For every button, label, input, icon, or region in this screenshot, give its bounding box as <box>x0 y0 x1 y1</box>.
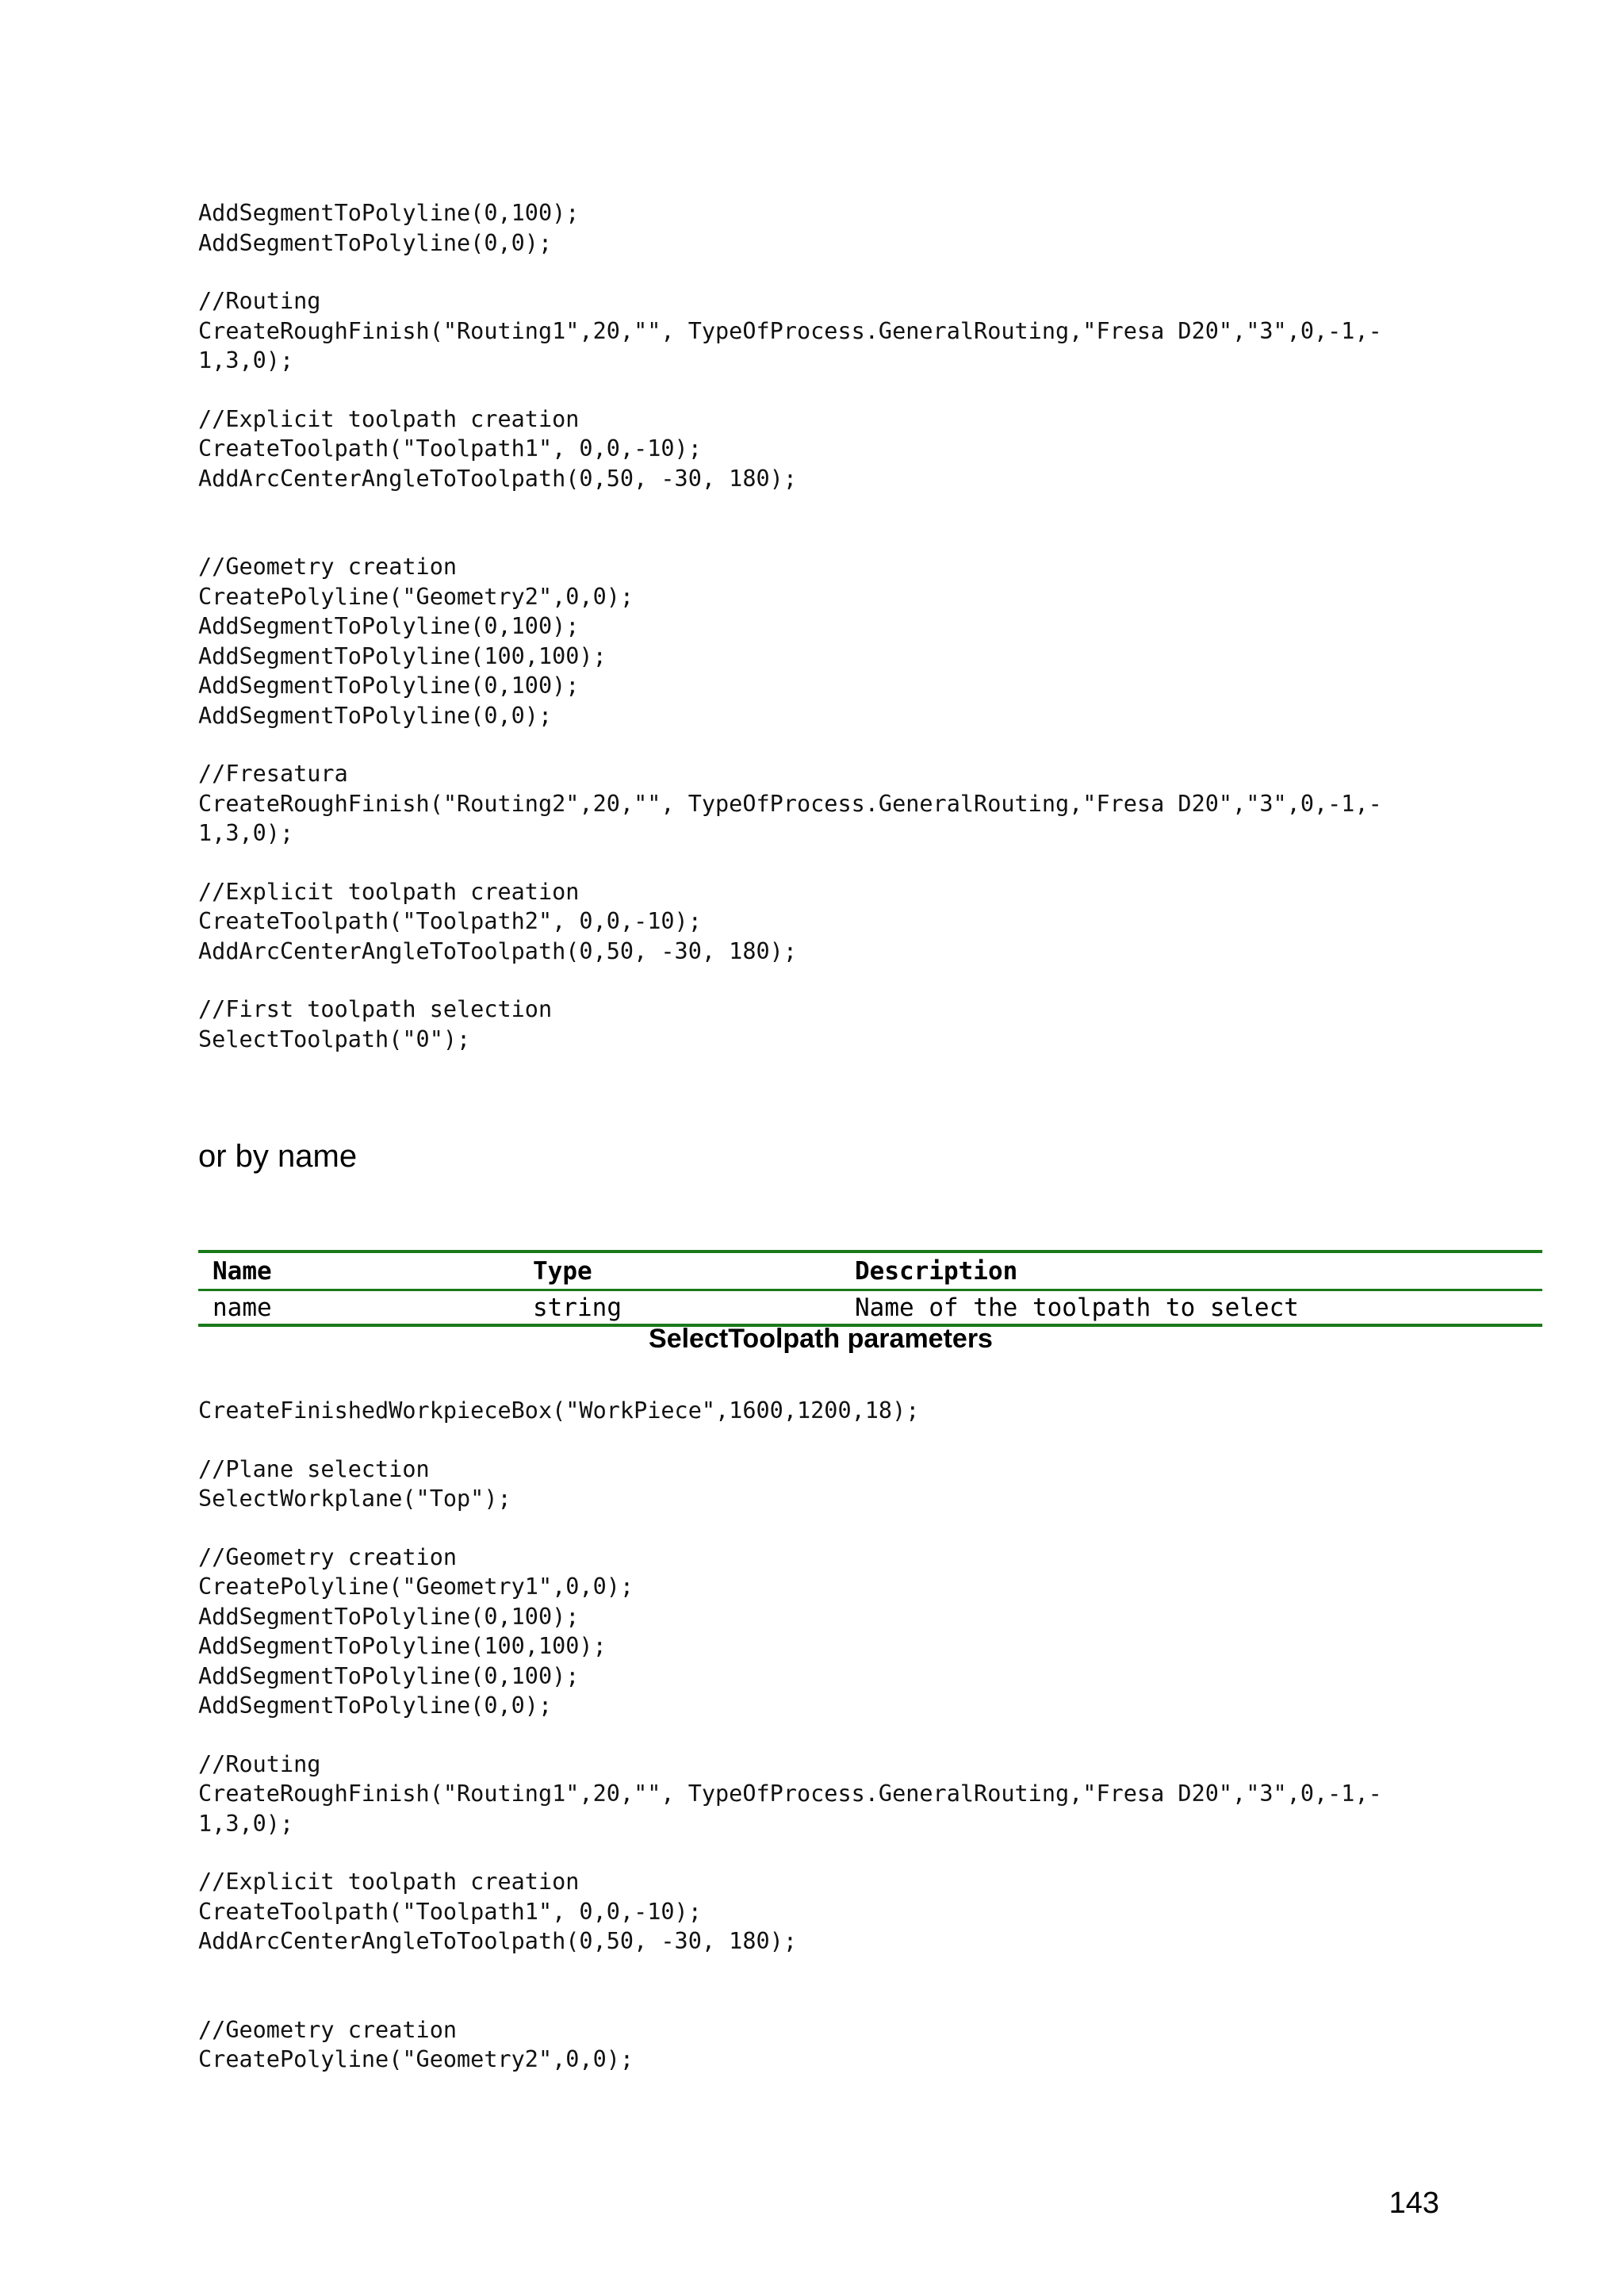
code-line: CreatePolyline("Geometry1",0,0); <box>198 1573 634 1600</box>
code-line: CreateToolpath("Toolpath2", 0,0,-10); <box>198 908 702 934</box>
page-number: 143 <box>1388 2187 1439 2220</box>
cell-type: string <box>533 1293 622 1322</box>
code-blank-line <box>198 849 1382 877</box>
code-line: //Explicit toolpath creation <box>198 878 580 905</box>
code-line: AddSegmentToPolyline(0,0); <box>198 702 553 729</box>
code-line: SelectWorkplane("Top"); <box>198 1485 511 1512</box>
header-type: Type <box>533 1256 592 1286</box>
code-line: //Geometry creation <box>198 1543 458 1570</box>
code-blank-line <box>198 493 1382 552</box>
code-blank-line <box>198 966 1382 995</box>
code-line: 1,3,0); <box>198 820 294 846</box>
code-line: CreateRoughFinish("Routing2",20,"", TypeOfProcess.GeneralRouting,"Fresa D20","3",0,-1,- <box>198 790 1382 817</box>
code-blank-line <box>198 1957 1382 2015</box>
table-header-row <box>198 1251 1542 1290</box>
code-line: //Plane selection <box>198 1455 430 1482</box>
cell-name: name <box>213 1293 272 1322</box>
code-line: AddSegmentToPolyline(0,100); <box>198 673 580 699</box>
code-line: CreatePolyline("Geometry2",0,0); <box>198 2046 634 2072</box>
code-line: //Routing <box>198 1750 321 1777</box>
code-blank-line <box>198 1426 1382 1455</box>
code-blank-line <box>198 258 1382 286</box>
code-line: //First toolpath selection <box>198 996 553 1022</box>
code-line: AddSegmentToPolyline(100,100); <box>198 1633 607 1659</box>
header-name: Name <box>213 1256 272 1286</box>
code-blank-line <box>198 376 1382 404</box>
code-line: AddSegmentToPolyline(0,100); <box>198 1662 580 1689</box>
code-line: 1,3,0); <box>198 1810 294 1837</box>
code-blank-line <box>198 1838 1382 1867</box>
code-line: //Fresatura <box>198 761 348 787</box>
code-line: AddSegmentToPolyline(0,100); <box>198 1603 580 1630</box>
cell-description: Name of the toolpath to select <box>855 1293 1299 1322</box>
code-line: //Explicit toolpath creation <box>198 405 580 432</box>
header-description: Description <box>855 1256 1018 1286</box>
code-line: AddArcCenterAngleToToolpath(0,50, -30, 180); <box>198 1928 797 1954</box>
prose-or-by-name: or by name <box>198 1139 358 1174</box>
code-line: CreateRoughFinish("Routing1",20,"", TypeOfProcess.GeneralRouting,"Fresa D20","3",0,-1,- <box>198 317 1382 344</box>
code-line: AddSegmentToPolyline(0,100); <box>198 613 580 639</box>
code-line: 1,3,0); <box>198 347 294 374</box>
code-line: //Geometry creation <box>198 554 458 580</box>
select-toolpath-parameters-table <box>198 1250 1542 1327</box>
code-listing-2 <box>198 1396 1382 2075</box>
code-line: AddSegmentToPolyline(100,100); <box>198 642 607 669</box>
code-line: AddArcCenterAngleToToolpath(0,50, -30, 180); <box>198 937 797 964</box>
code-line: AddSegmentToPolyline(0,0); <box>198 1692 553 1719</box>
code-listing-1 <box>198 198 1382 1054</box>
table-caption: SelectToolpath parameters <box>649 1324 993 1354</box>
code-line: //Geometry creation <box>198 2016 458 2043</box>
code-line: CreateToolpath("Toolpath1", 0,0,-10); <box>198 1898 702 1925</box>
code-line: AddArcCenterAngleToToolpath(0,50, -30, 180); <box>198 465 797 492</box>
code-line: AddSegmentToPolyline(0,0); <box>198 229 553 256</box>
table-row <box>198 1290 1542 1326</box>
code-line: //Explicit toolpath creation <box>198 1869 580 1895</box>
code-blank-line <box>198 1514 1382 1543</box>
code-line: AddSegmentToPolyline(0,100); <box>198 200 580 226</box>
code-blank-line <box>198 730 1382 759</box>
code-line: CreateFinishedWorkpieceBox("WorkPiece",1600,1200,18); <box>198 1397 920 1424</box>
code-blank-line <box>198 1721 1382 1750</box>
code-line: //Routing <box>198 288 321 314</box>
code-line: CreateToolpath("Toolpath1", 0,0,-10); <box>198 435 702 462</box>
code-line: CreateRoughFinish("Routing1",20,"", TypeOfProcess.GeneralRouting,"Fresa D20","3",0,-1,- <box>198 1780 1382 1807</box>
code-line: SelectToolpath("0"); <box>198 1025 471 1052</box>
code-line: CreatePolyline("Geometry2",0,0); <box>198 583 634 610</box>
